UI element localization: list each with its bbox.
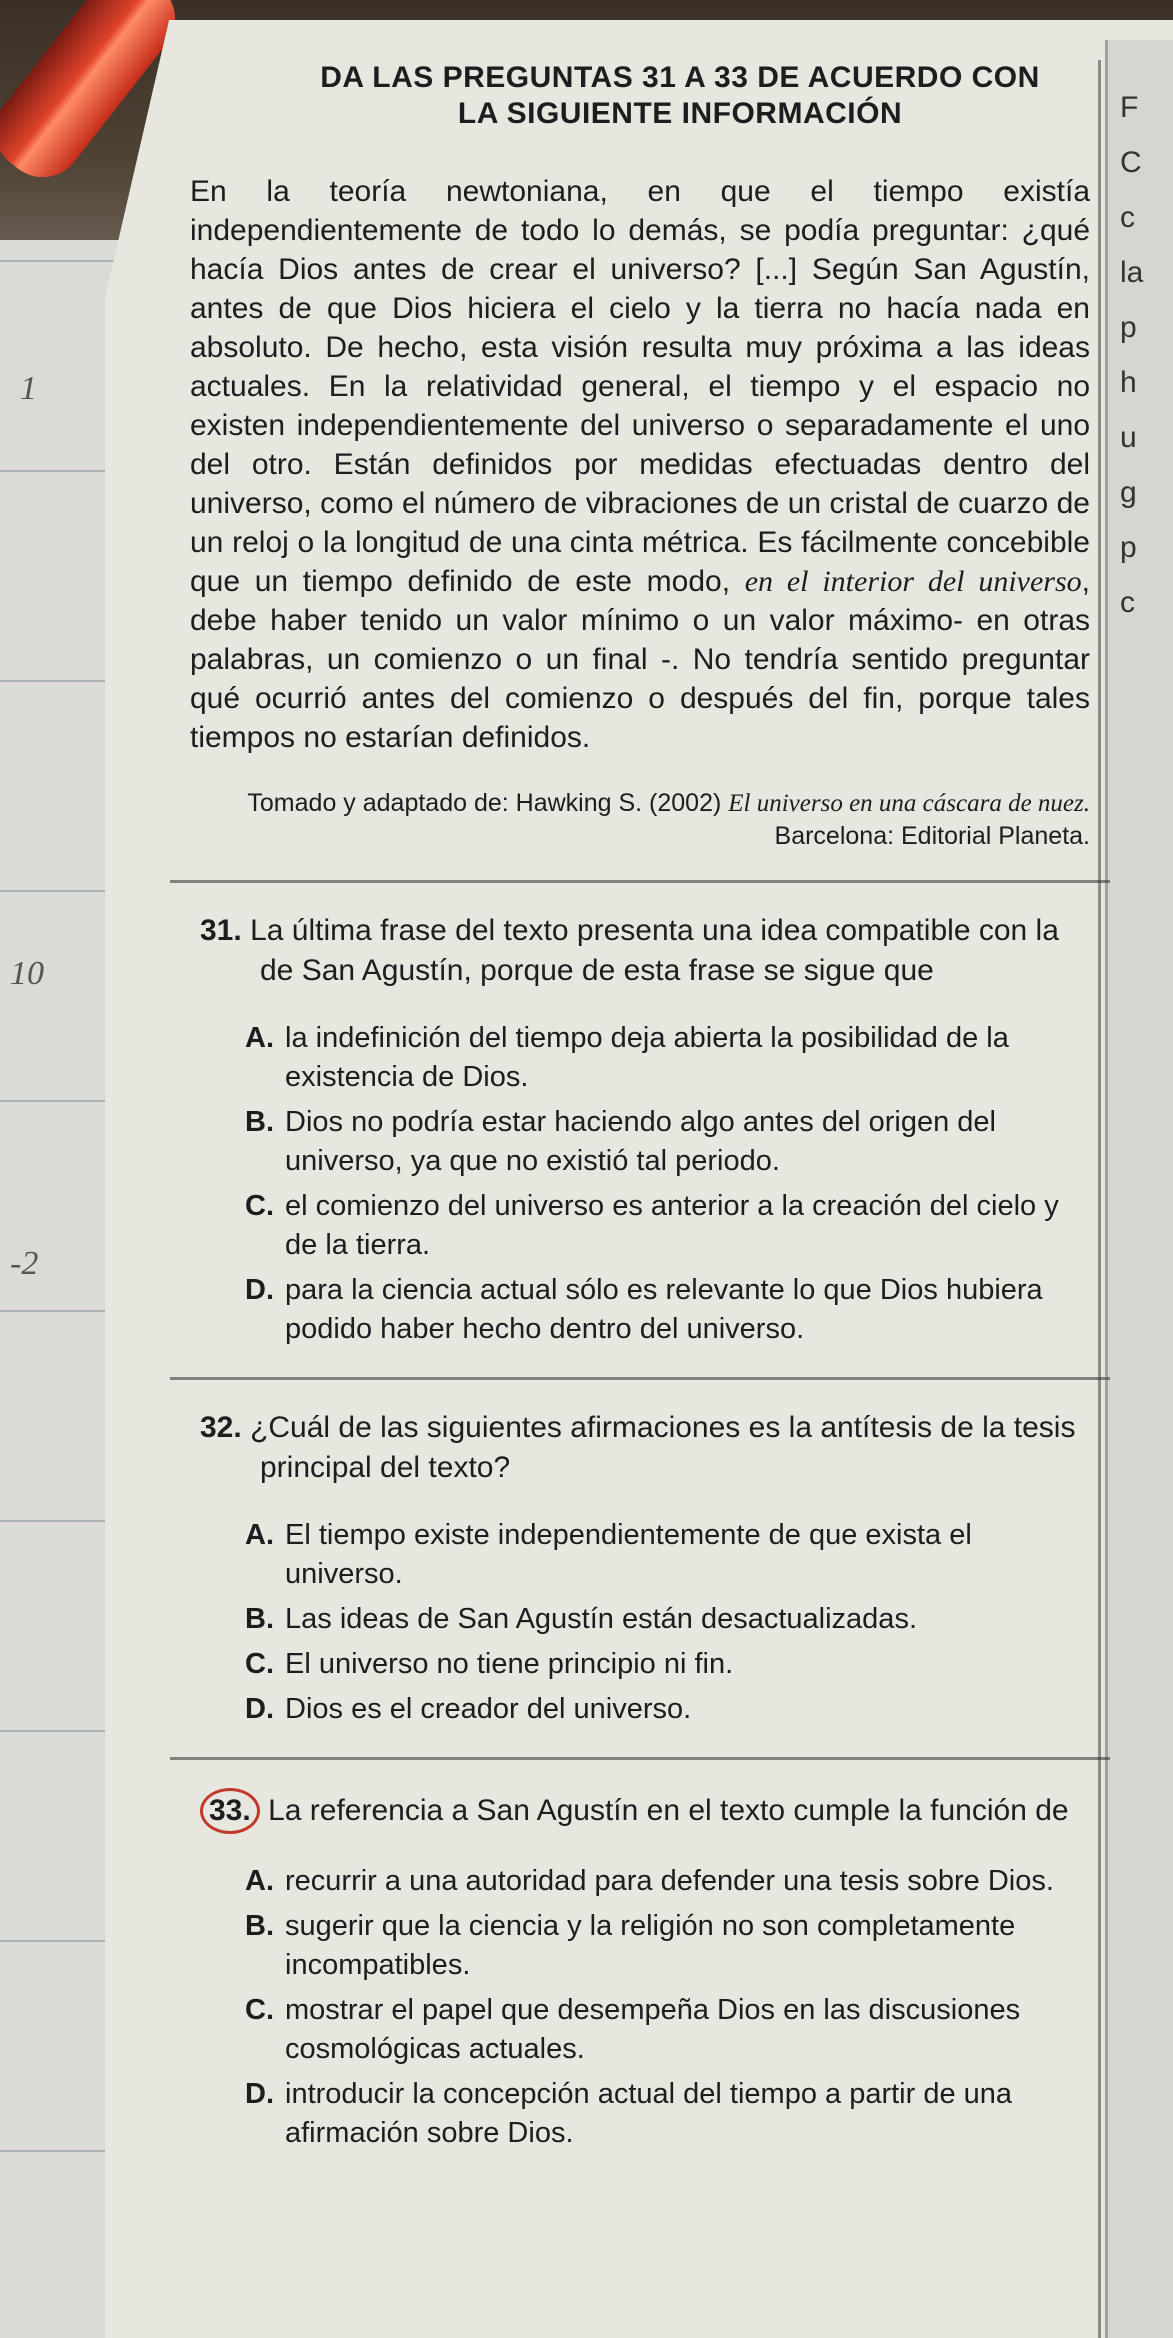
question-stem <box>200 1788 1090 1834</box>
option-text: para la ciencia actual sólo es relevante lo que Dios hubiera podido haber hecho dentro del universo. <box>285 1274 1043 1345</box>
adjacent-letter: p <box>1120 311 1137 344</box>
option-letter: C. <box>245 1994 274 2026</box>
header-line: DA LAS PREGUNTAS 31 A 33 DE ACUERDO CON <box>320 61 1040 94</box>
option-letter: D. <box>245 1274 274 1306</box>
question-number: 32. <box>200 1411 242 1444</box>
option-letter: A. <box>245 1865 274 1897</box>
margin-mark: 1 <box>20 370 37 407</box>
option-text: mostrar el papel que desempeña Dios en las discusiones cosmológicas actuales. <box>285 1994 1021 2065</box>
question-text: La referencia a San Agustín en el texto cumple la función de <box>268 1794 1069 1827</box>
option-b[interactable] <box>245 1600 1090 1639</box>
column-divider <box>1098 60 1101 2338</box>
header-line: LA SIGUIENTE INFORMACIÓN <box>457 97 903 130</box>
option-a[interactable] <box>245 1019 1090 1097</box>
passage-italic: en el interior del universo <box>744 565 1082 598</box>
option-text: Dios no podría estar haciendo algo antes del origen del universo, ya que no existió tal periodo. <box>285 1106 996 1177</box>
adjacent-page-letters <box>1120 80 1173 630</box>
adjacent-letter: g <box>1120 476 1137 509</box>
question-stem <box>200 1408 1090 1488</box>
section-divider <box>170 1757 1110 1760</box>
margin-mark: -2 <box>10 1245 39 1282</box>
option-text: Las ideas de San Agustín están desactualizadas. <box>285 1603 917 1635</box>
question-number-circled: 33. <box>200 1788 260 1834</box>
citation-title: El universo en una cáscara de nuez. <box>728 790 1090 817</box>
passage-text: En la teoría newtoniana, en que el tiempo existía independientemente de todo lo demás, se podía preguntar: ¿qué hacía Dios antes de crear el universo? [...] Según San Agustín, antes de que Dios hiciera el cielo y la tierra no hacía nada en absoluto. De hecho, esta visión resulta muy próxima a las ideas actuales. En la relatividad general, el tiempo y el espacio no existen independientemente del universo o separadamente el uno del otro. Están definidos por medidas efectuadas dentro del universo, como el número de vibraciones de un cristal de cuarzo de un reloj o la longitud de una cinta métrica. Es fácilmente concebible que un tiempo definido de este modo, <box>190 175 1090 598</box>
option-letter: C. <box>245 1648 274 1680</box>
adjacent-letter: c <box>1120 586 1135 619</box>
option-text: sugerir que la ciencia y la religión no son completamente incompatibles. <box>285 1910 1016 1981</box>
question-text: ¿Cuál de las siguientes afirmaciones es la antítesis de la tesis principal del texto? <box>250 1411 1076 1484</box>
exam-content <box>190 60 1090 2159</box>
option-text: El tiempo existe independientemente de que exista el universo. <box>285 1519 972 1590</box>
adjacent-letter: la <box>1120 256 1144 289</box>
section-divider <box>170 880 1110 883</box>
option-c[interactable] <box>245 1187 1090 1265</box>
answer-options <box>245 1862 1090 2153</box>
option-b[interactable] <box>245 1103 1090 1181</box>
question-stem <box>200 911 1090 991</box>
adjacent-letter: F <box>1120 91 1139 124</box>
option-letter: B. <box>245 1603 274 1635</box>
option-letter: A. <box>245 1519 274 1551</box>
passage-text: , debe haber tenido un valor mínimo o un valor máximo- en otras palabras, un comienzo o un final -. No tendría sentido preguntar qué ocurrió antes del comienzo o después del fin, porque tales tiempos no estarían definidos. <box>190 565 1090 754</box>
answer-options <box>245 1516 1090 1729</box>
option-letter: A. <box>245 1022 274 1054</box>
citation-prefix: Tomado y adaptado de: Hawking S. (2002) <box>247 789 729 817</box>
option-d[interactable] <box>245 2075 1090 2153</box>
option-b[interactable] <box>245 1907 1090 1985</box>
citation <box>190 787 1090 852</box>
option-a[interactable] <box>245 1862 1090 1901</box>
adjacent-letter: C <box>1120 146 1142 179</box>
option-text: El universo no tiene principio ni fin. <box>285 1648 734 1680</box>
question-33 <box>190 1788 1090 2153</box>
option-letter: B. <box>245 1106 274 1138</box>
option-text: recurrir a una autoridad para defender una tesis sobre Dios. <box>285 1865 1054 1897</box>
adjacent-letter: c <box>1120 201 1135 234</box>
section-divider <box>170 1377 1110 1380</box>
option-d[interactable] <box>245 1271 1090 1349</box>
question-number: 31. <box>200 914 242 947</box>
option-text: el comienzo del universo es anterior a la creación del cielo y de la tierra. <box>285 1190 1059 1261</box>
option-a[interactable] <box>245 1516 1090 1594</box>
citation-publisher: Barcelona: Editorial Planeta. <box>774 822 1090 850</box>
option-c[interactable] <box>245 1991 1090 2069</box>
question-text: La última frase del texto presenta una idea compatible con la de San Agustín, porque de esta frase se sigue que <box>250 914 1059 987</box>
option-text: la indefinición del tiempo deja abierta la posibilidad de la existencia de Dios. <box>285 1022 1009 1093</box>
option-c[interactable] <box>245 1645 1090 1684</box>
adjacent-letter: u <box>1120 421 1137 454</box>
reading-passage <box>190 172 1090 757</box>
option-d[interactable] <box>245 1690 1090 1729</box>
option-letter: B. <box>245 1910 274 1942</box>
option-text: Dios es el creador del universo. <box>285 1693 692 1725</box>
option-letter: D. <box>245 2078 274 2110</box>
margin-mark: 10 <box>10 955 44 992</box>
question-32 <box>190 1408 1090 1729</box>
instructions-header <box>270 60 1090 132</box>
adjacent-letter: h <box>1120 366 1137 399</box>
question-31 <box>190 911 1090 1349</box>
option-letter: D. <box>245 1693 274 1725</box>
option-letter: C. <box>245 1190 274 1222</box>
option-text: introducir la concepción actual del tiempo a partir de una afirmación sobre Dios. <box>285 2078 1013 2149</box>
adjacent-letter: p <box>1120 531 1137 564</box>
answer-options <box>245 1019 1090 1349</box>
